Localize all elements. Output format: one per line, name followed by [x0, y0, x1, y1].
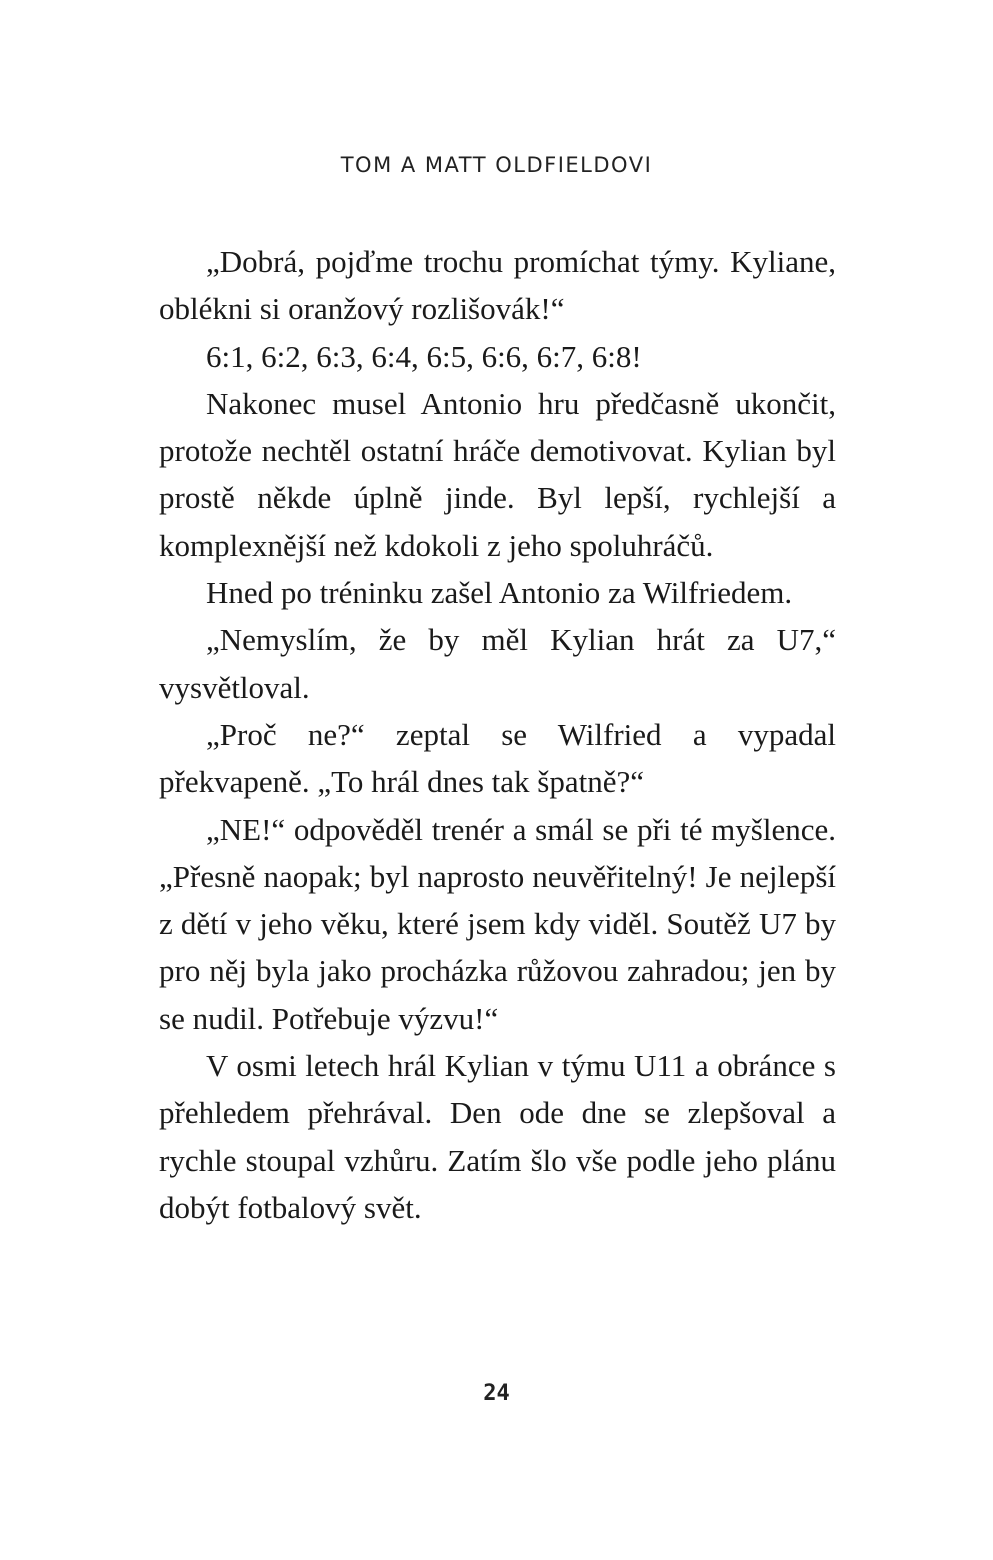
paragraph-dialogue-why-not: „Proč ne?“ zeptal se Wilfried a vypadal překvapeně. „To hrál dnes tak špatně?“	[159, 716, 836, 800]
running-head: TOM A MATT OLDFIELDOVI	[340, 153, 653, 177]
page-number: 24	[483, 1381, 510, 1406]
paragraph-u11: V osmi letech hrál Kylian v týmu U11 a obránce s přehledem přehrával. Den ode dne se zlepšoval a rychle stoupal vzhůru. Zatím šlo vše podle jeho plánu dobýt fotbalový svět.	[159, 1048, 836, 1225]
paragraph-dialogue-mix-teams: „Dobrá, pojďme trochu promíchat týmy. Kyliane, oblékni si oranžový rozlišovák!“	[159, 244, 836, 327]
paragraph-after-training: Hned po tréninku zašel Antonio za Wilfriedem.	[206, 575, 793, 611]
paragraph-dialogue-no: „NE!“ odpověděl trenér a smál se při té myšlence. „Přesně naopak; byl naprosto neuvěřitelný! Je nejlepší z dětí v jeho věku, které jsem kdy viděl. Soutěž U7 by pro něj byla jako procházka růžovou zahradou; jen by se nudil. Potřebuje výzvu!“	[159, 811, 836, 1036]
paragraph-scores: 6:1, 6:2, 6:3, 6:4, 6:5, 6:6, 6:7, 6:8!	[206, 338, 642, 374]
paragraph-dialogue-u7: „Nemyslím, že by měl Kylian hrát za U7,“ vysvětloval.	[159, 622, 836, 705]
body-text	[159, 238, 836, 1231]
paragraph-game-ended: Nakonec musel Antonio hru předčasně ukončit, protože nechtěl ostatní hráče demotivovat. Kylian byl prostě někde úplně jinde. Byl lepší, rychlejší a komplexnější než kdokoli z jeho spoluhráčů.	[159, 385, 836, 563]
